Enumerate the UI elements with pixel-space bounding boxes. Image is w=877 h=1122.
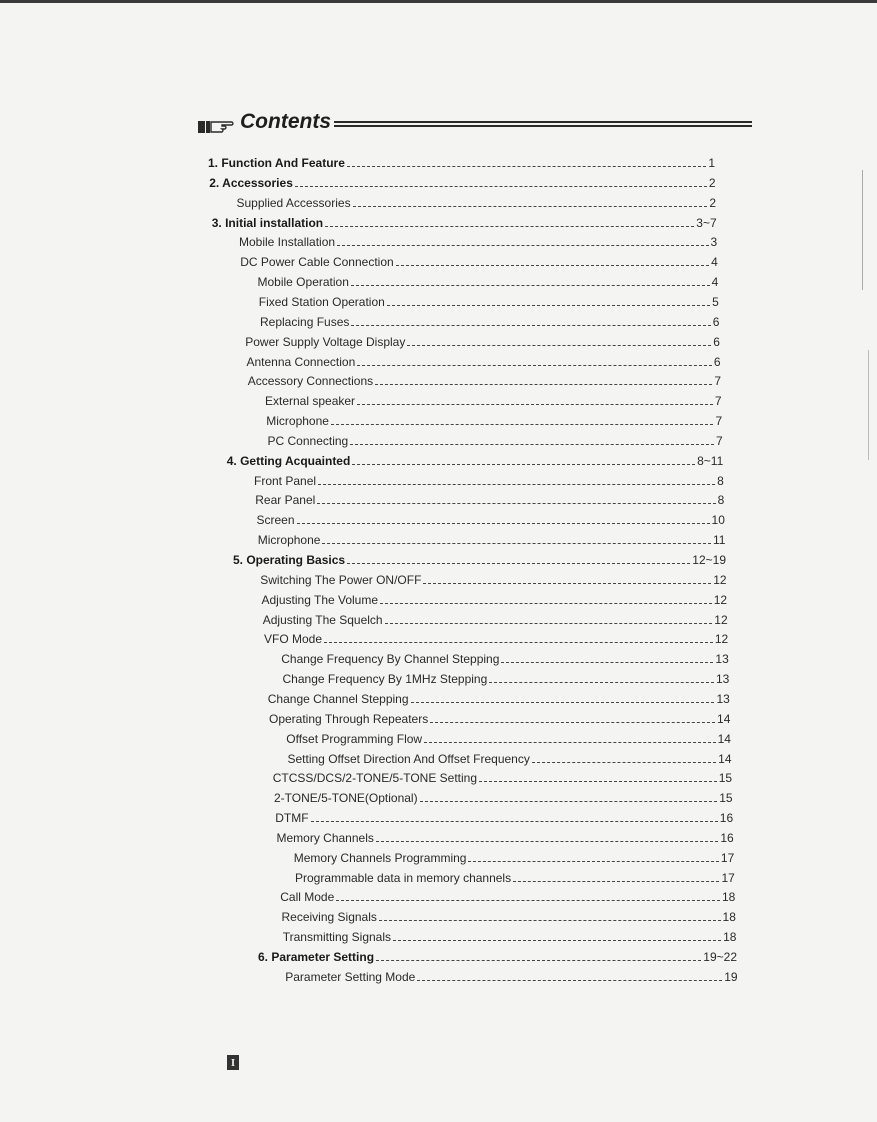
toc-entry-row <box>259 291 719 309</box>
toc-entry-label: 2-TONE/5-TONE(Optional) <box>274 791 418 806</box>
toc-entry-row <box>283 668 730 686</box>
dot-leader <box>424 742 716 743</box>
toc-entry-label: Change Frequency By Channel Stepping <box>281 652 500 667</box>
toc-entry-label: Receiving Signals <box>281 910 377 925</box>
toc-entry-label: Fixed Station Operation <box>258 294 385 309</box>
toc-entry-row <box>260 569 726 587</box>
toc-entry-row <box>264 628 728 646</box>
toc-page-number: 6 <box>712 314 720 329</box>
toc-entry-label: Microphone <box>266 414 329 429</box>
dot-leader <box>376 960 701 961</box>
dot-leader <box>325 226 694 227</box>
toc-page-number: 7 <box>716 433 723 448</box>
toc-entry-row <box>283 926 737 944</box>
dot-leader <box>417 980 722 981</box>
dot-leader <box>352 464 695 465</box>
toc-entry-label: Mobile Operation <box>257 275 349 290</box>
toc-entry-label: Change Channel Stepping <box>267 691 409 706</box>
toc-page-number: 13 <box>715 672 730 687</box>
toc-entry-label: PC Connecting <box>267 433 349 448</box>
toc-page-number: 8 <box>717 473 724 488</box>
toc-section-row <box>258 946 737 964</box>
toc-page-number: 4 <box>711 275 719 290</box>
dot-leader <box>379 920 721 921</box>
toc-page-number: 16 <box>720 830 734 845</box>
dot-leader <box>411 702 715 703</box>
toc-entry-label: 6. Parameter Setting <box>258 950 375 964</box>
toc-entry-row <box>257 509 725 527</box>
dot-leader <box>295 186 707 187</box>
toc-entry-label: Setting Offset Direction And Offset Frequency <box>287 751 530 766</box>
toc-section-row <box>233 549 726 567</box>
toc-page-number: 17 <box>720 850 735 865</box>
toc-page-number: 11 <box>712 533 726 548</box>
toc-page-number: 16 <box>719 811 734 826</box>
dot-leader <box>396 265 709 266</box>
toc-page-number: 12 <box>713 592 728 607</box>
toc-entry-label: Accessory Connections <box>247 374 374 389</box>
dot-leader <box>357 365 712 366</box>
toc-section-row <box>208 152 715 170</box>
toc-entry-label: Memory Channels Programming <box>293 850 467 865</box>
toc-page-number: 8 <box>717 493 725 508</box>
dot-leader <box>423 583 711 584</box>
toc-entry-label: Adjusting The Squelch <box>262 612 383 627</box>
dot-leader <box>350 444 714 445</box>
toc-entry-row <box>282 906 736 924</box>
toc-entry-label: Supplied Accessories <box>236 195 351 210</box>
dot-leader <box>375 384 712 385</box>
toc-entry-label: DTMF <box>275 811 309 826</box>
toc-entry-label: Operating Through Repeaters <box>269 711 429 726</box>
dot-leader <box>430 722 715 723</box>
dot-leader <box>297 523 710 524</box>
toc-page-number: 2 <box>708 175 716 190</box>
toc-page-number: 5 <box>712 294 719 309</box>
toc-entry-label: 4. Getting Acquainted <box>226 453 351 468</box>
toc-entry-row <box>255 489 724 507</box>
dot-leader <box>376 841 718 842</box>
toc-entry-label: 5. Operating Basics <box>233 553 346 567</box>
toc-entry-row <box>277 827 734 845</box>
toc-page-number: 6 <box>713 334 720 349</box>
toc-entry-label: Mobile Installation <box>239 235 336 250</box>
dot-leader <box>479 781 717 782</box>
toc-entry-row <box>281 648 729 666</box>
toc-page-number: 12 <box>714 632 729 647</box>
toc-entry-label: 3. Initial installation <box>211 215 324 230</box>
toc-section-row <box>212 212 717 230</box>
dot-leader <box>357 404 713 405</box>
dot-leader <box>385 623 713 624</box>
toc-entry-label: CTCSS/DCS/2-TONE/5-TONE Setting <box>272 771 478 786</box>
dot-leader <box>351 285 710 286</box>
toc-entry-row <box>268 430 723 448</box>
toc-page-number: 2 <box>709 195 717 210</box>
toc-entry-row <box>285 966 737 984</box>
dot-leader <box>347 166 706 167</box>
toc-page-number: 15 <box>719 791 733 806</box>
toc-entry-label: Call Mode <box>280 890 335 905</box>
toc-page-number: 14 <box>718 751 732 766</box>
toc-entry-row <box>248 370 721 388</box>
toc-page-number: 10 <box>711 513 725 528</box>
toc-entry-row <box>266 410 722 428</box>
toc-entry-label: Front Panel <box>254 473 317 488</box>
toc-entry-row <box>280 886 735 904</box>
toc-entry-row <box>274 787 733 805</box>
toc-entry-row <box>275 807 733 825</box>
toc-page-number: 1 <box>708 156 715 170</box>
dot-leader <box>336 900 720 901</box>
toc-page-number: 4 <box>711 255 718 270</box>
toc-entry-row <box>240 251 718 269</box>
toc-entry-label: Parameter Setting Mode <box>285 969 416 984</box>
toc-entry-row <box>268 688 730 706</box>
dot-leader <box>407 345 711 346</box>
toc-entry-row <box>263 609 728 627</box>
toc-entry-row <box>258 529 726 547</box>
toc-page-number: 19~22 <box>703 950 737 964</box>
toc-page-number: 12 <box>713 572 727 587</box>
toc-page-number: 14 <box>717 711 731 726</box>
dot-leader <box>351 325 710 326</box>
page-number-marker: I <box>227 1055 239 1070</box>
toc-page-number: 3~7 <box>696 215 717 230</box>
toc-page-number: 6 <box>713 354 721 369</box>
toc-entry-label: 2. Accessories <box>209 175 293 190</box>
toc-entry-row <box>254 470 724 488</box>
toc-page-number: 18 <box>722 910 736 925</box>
toc-entry-row <box>269 708 730 726</box>
toc-entry-label: Screen <box>256 513 295 528</box>
dot-leader <box>513 881 719 882</box>
dot-leader <box>353 206 708 207</box>
toc-page-number: 7 <box>714 374 722 389</box>
toc-entry-label: Replacing Fuses <box>260 314 350 329</box>
dot-leader <box>420 801 718 802</box>
page-title: Contents <box>240 110 331 133</box>
toc-page-number: 13 <box>715 652 729 667</box>
toc-entry-row <box>273 767 732 785</box>
toc-page-number: 14 <box>717 731 731 746</box>
dot-leader <box>501 662 713 663</box>
toc-entry-label: Change Frequency By 1MHz Stepping <box>282 672 488 687</box>
dot-leader <box>489 682 714 683</box>
toc-entry-row <box>295 867 735 885</box>
toc-entry-label: DC Power Cable Connection <box>240 255 394 270</box>
toc-entry-row <box>247 351 721 369</box>
toc-entry-row <box>245 331 720 349</box>
toc-entry-row <box>237 192 717 210</box>
dot-leader <box>331 424 714 425</box>
toc-entry-label: Antenna Connection <box>246 354 356 369</box>
toc-entry-row <box>288 748 732 766</box>
toc-page-number: 18 <box>723 930 737 945</box>
dot-leader <box>393 940 721 941</box>
dot-leader <box>468 861 718 862</box>
toc-page-number: 8~11 <box>697 453 724 468</box>
toc-entry-label: Rear Panel <box>255 493 316 508</box>
toc-entry-label: Memory Channels <box>276 830 374 845</box>
toc-entry-label: Adjusting The Volume <box>261 592 379 607</box>
toc-page-number: 19 <box>724 969 738 984</box>
dot-leader <box>322 543 711 544</box>
toc-page-number: 3 <box>710 235 718 250</box>
toc-page-number: 12~19 <box>692 553 726 567</box>
toc-entry-label: Programmable data in memory channels <box>295 870 512 885</box>
toc-entry-row <box>286 728 731 746</box>
toc-entry-label: Power Supply Voltage Display <box>245 334 406 349</box>
dot-leader <box>318 484 715 485</box>
dot-leader <box>337 245 708 246</box>
toc-page-number: 7 <box>714 394 722 409</box>
toc-page-number: 17 <box>721 870 735 885</box>
toc-page-number: 7 <box>715 414 723 429</box>
toc-entry-row <box>260 311 719 329</box>
toc-page-number: 18 <box>721 890 736 905</box>
toc-entry-label: Switching The Power ON/OFF <box>260 572 422 587</box>
toc-entry-row <box>265 390 722 408</box>
dot-leader <box>380 603 712 604</box>
toc-entry-label: Offset Programming Flow <box>286 731 423 746</box>
dot-leader <box>324 642 713 643</box>
toc-entry-row <box>239 231 717 249</box>
dot-leader <box>311 821 718 822</box>
toc-section-row <box>227 450 724 468</box>
toc-entry-label: VFO Mode <box>264 632 323 647</box>
toc-entry-label: Microphone <box>257 533 321 548</box>
toc-entry-row <box>262 589 728 607</box>
dot-leader <box>347 563 690 564</box>
toc-entry-row <box>258 271 719 289</box>
toc-entry-label: 1. Function And Feature <box>208 156 345 170</box>
toc-page-number: 15 <box>718 771 733 786</box>
dot-leader <box>532 762 716 763</box>
toc-entry-label: Transmitting Signals <box>282 930 392 945</box>
dot-leader <box>387 305 710 306</box>
dot-leader <box>317 503 715 504</box>
toc-entry-row <box>294 847 735 865</box>
toc-page-number: 13 <box>716 691 730 706</box>
toc-section-row <box>209 172 715 190</box>
toc-entry-label: External speaker <box>265 394 356 409</box>
toc-page-number: 12 <box>714 612 728 627</box>
